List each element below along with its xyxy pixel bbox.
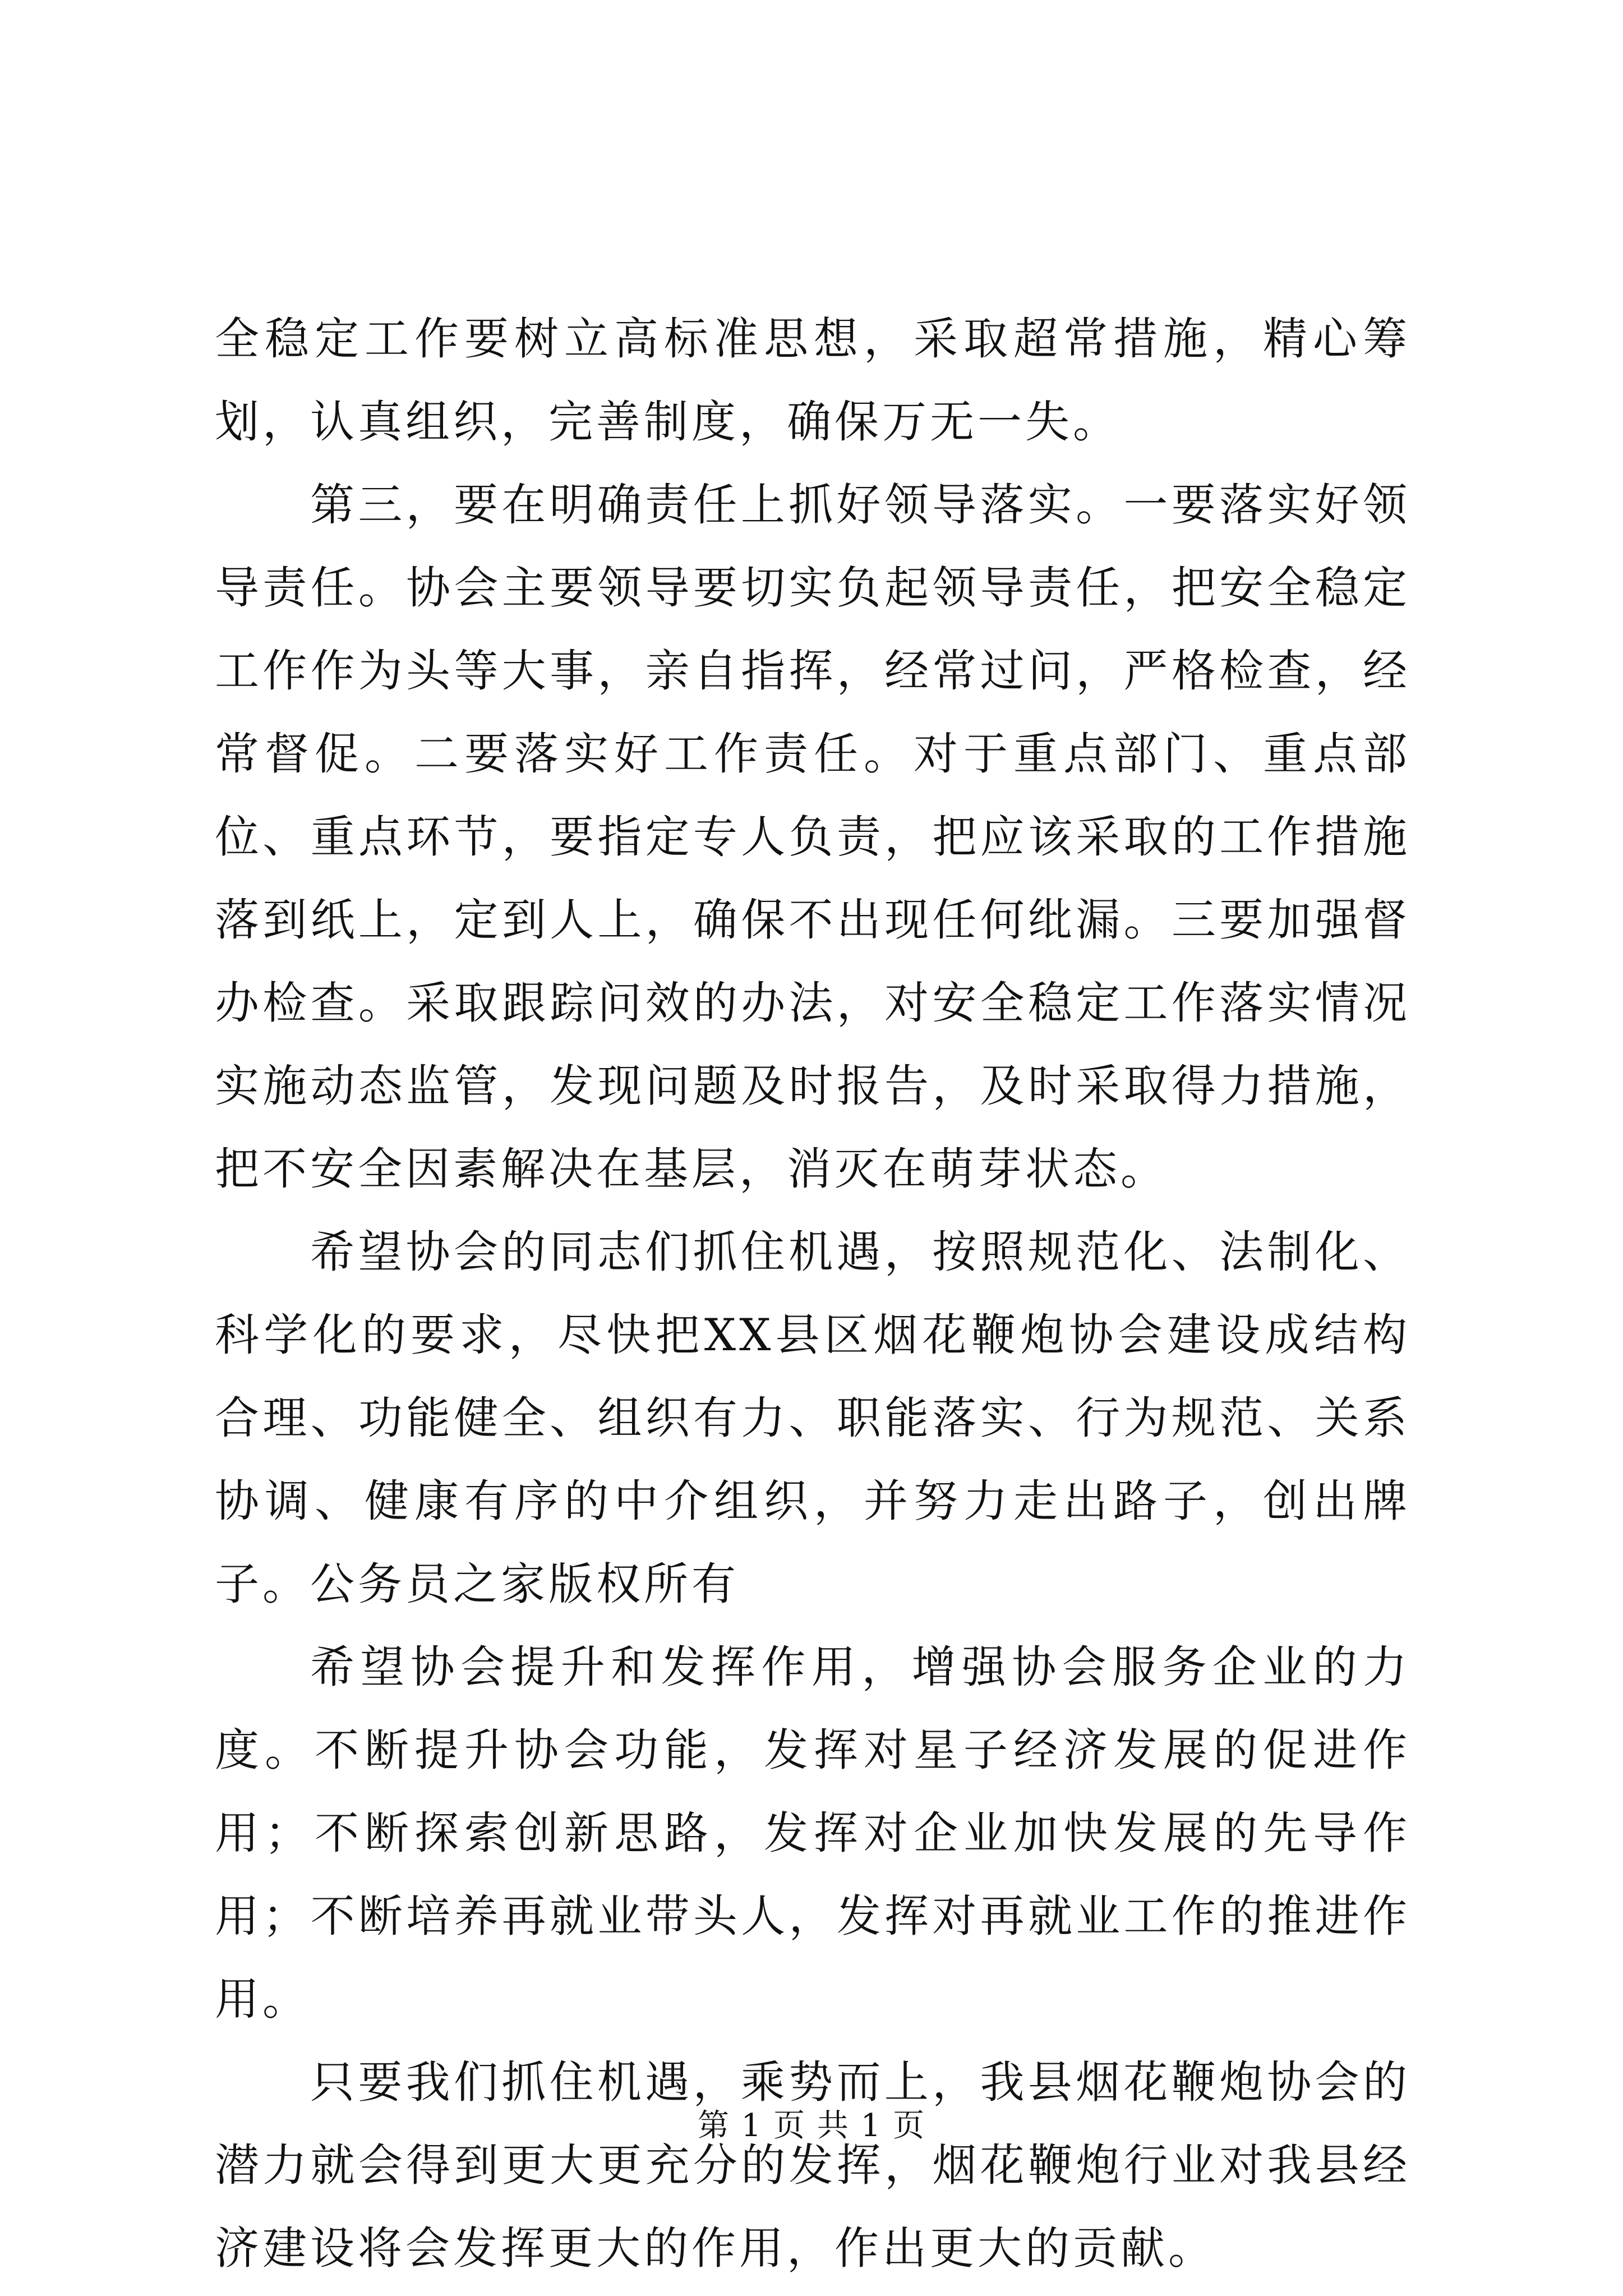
page-footer: 第 1 页 共 1 页 <box>697 2108 926 2144</box>
paragraph: 全稳定工作要树立高标准思想，采取超常措施，精心筹划，认真组织，完善制度，确保万无一失。 <box>215 313 1410 448</box>
document-body <box>215 297 1410 2290</box>
paragraph: 希望协会的同志们抓住机遇，按照规范化、法制化、科学化的要求，尽快把XX县区烟花鞭炮协会建设成结构合理、功能健全、组织有力、职能落实、行为规范、关系协调、健康有序的中介组织，并努力走出路子，创出牌子。公务员之家版权所有 <box>215 1226 1410 1610</box>
paragraph: 只要我们抓住机遇，乘势而上，我县烟花鞭炮协会的潜力就会得到更大更充分的发挥，烟花鞭炮行业对我县经济建设将会发挥更大的作用，作出更大的贡献。 <box>215 2056 1410 2274</box>
paragraph: 希望协会提升和发挥作用，增强协会服务企业的力度。不断提升协会功能，发挥对星子经济发展的促进作用；不断探索创新思路，发挥对企业加快发展的先导作用；不断培养再就业带头人，发挥对再就业工作的推进作用。 <box>215 1641 1410 2025</box>
paragraph: 第三，要在明确责任上抓好领导落实。一要落实好领导责任。协会主要领导要切实负起领导责任，把安全稳定工作作为头等大事，亲自指挥，经常过问，严格检查，经常督促。二要落实好工作责任。对于重点部门、重点部位、重点环节，要指定专人负责，把应该采取的工作措施落到纸上，定到人上，确保不出现任何纰漏。三要加强督办检查。采取跟踪问效的办法，对安全稳定工作落实情况实施动态监管，发现问题及时报告，及时采取得力措施，把不安全因素解决在基层，消灭在萌芽状态。 <box>215 479 1410 1195</box>
